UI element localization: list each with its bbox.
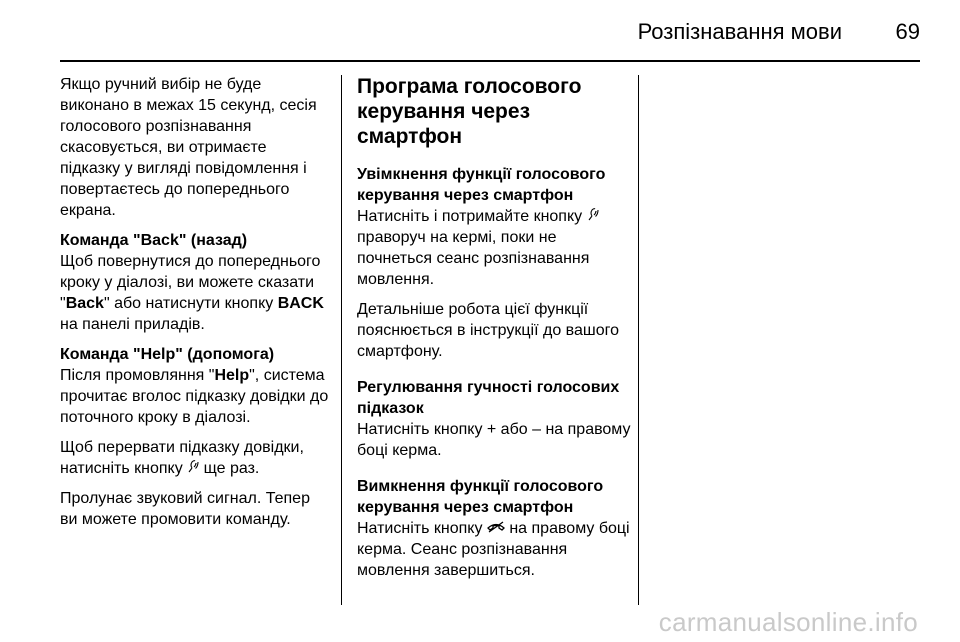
- back-command-paragraph: [60, 251, 330, 335]
- volume-text-part: Натисніть кнопку: [357, 421, 487, 438]
- details-paragraph: Детальніше робота цієї функції пояснюється в інструкції до вашого смартфону.: [357, 301, 620, 360]
- disable-text-part: на правому боці керма. Сеанс розпізнавання мовлення завершиться.: [357, 520, 630, 579]
- back-text-part: " або натиснути кнопку: [103, 295, 278, 312]
- disable-paragraph: [357, 518, 632, 581]
- enable-paragraph: [357, 206, 632, 290]
- back-command-heading: Команда "Back" (назад): [60, 232, 248, 249]
- signal-paragraph: Пролунає звуковий сигнал. Тепер ви можете промовити команду.: [60, 490, 310, 528]
- help-command-heading: Команда "Help" (допомога): [60, 346, 275, 363]
- watermark: carmanualsonline.info: [658, 607, 918, 637]
- left-column: [60, 74, 330, 530]
- column-divider-1: [341, 75, 342, 605]
- disable-text-part: Натисніть кнопку: [357, 520, 487, 537]
- intro-paragraph: Якщо ручний вибір не буде виконано в межах 15 секунд, сесія голосового розпізнавання скасовується, ви отримаєте підказку у вигляді повідомлення і повертаєтесь до попереднього екрана.: [60, 76, 317, 219]
- help-command-paragraph: [60, 365, 330, 428]
- interrupt-text-part: ще раз.: [199, 460, 260, 477]
- volume-text-part: на правому боці керма.: [357, 421, 631, 459]
- column-divider-2: [638, 75, 639, 605]
- disable-heading: Вимкнення функції голосового керування через смартфон: [357, 478, 604, 516]
- volume-paragraph: [357, 419, 632, 461]
- interrupt-text-part: Щоб перервати підказку довідки, натисніть кнопку: [60, 439, 304, 477]
- plus-icon: +: [486, 421, 497, 438]
- help-voice-command: Help: [214, 367, 250, 384]
- page-title: Розпізнавання мови: [637, 19, 842, 44]
- page-number: 69: [895, 19, 920, 44]
- enable-text-part: Натисніть і потримайте кнопку: [357, 208, 587, 225]
- help-text-part: Після промовляння ": [60, 367, 215, 384]
- back-button-label: BACK: [277, 295, 324, 312]
- right-column: [357, 74, 632, 581]
- section-title: Програма голосового керування через смартфон: [357, 75, 582, 148]
- enable-heading: Увімкнення функції голосового керування через смартфон: [357, 166, 606, 204]
- interrupt-help-paragraph: [60, 437, 330, 479]
- voice-control-icon: [587, 206, 599, 227]
- voice-control-icon: [187, 458, 199, 479]
- minus-icon: –: [532, 421, 541, 438]
- enable-text-part: праворуч на кермі, поки не почнеться сеанс розпізнавання мовлення.: [357, 229, 590, 288]
- volume-text-part: або: [496, 421, 533, 438]
- back-text-part: Щоб повернутися до попереднього кроку у діалозі, ви можете сказати ": [60, 253, 321, 312]
- help-text-part: ", система прочитає вголос підказку довідки до поточного кроку в діалозі.: [60, 367, 329, 426]
- end-call-icon: [487, 518, 505, 539]
- header-divider: [60, 60, 920, 62]
- volume-heading: Регулювання гучності голосових підказок: [357, 379, 620, 417]
- back-voice-command: Back: [65, 295, 104, 312]
- back-text-part: на панелі приладів.: [60, 316, 205, 333]
